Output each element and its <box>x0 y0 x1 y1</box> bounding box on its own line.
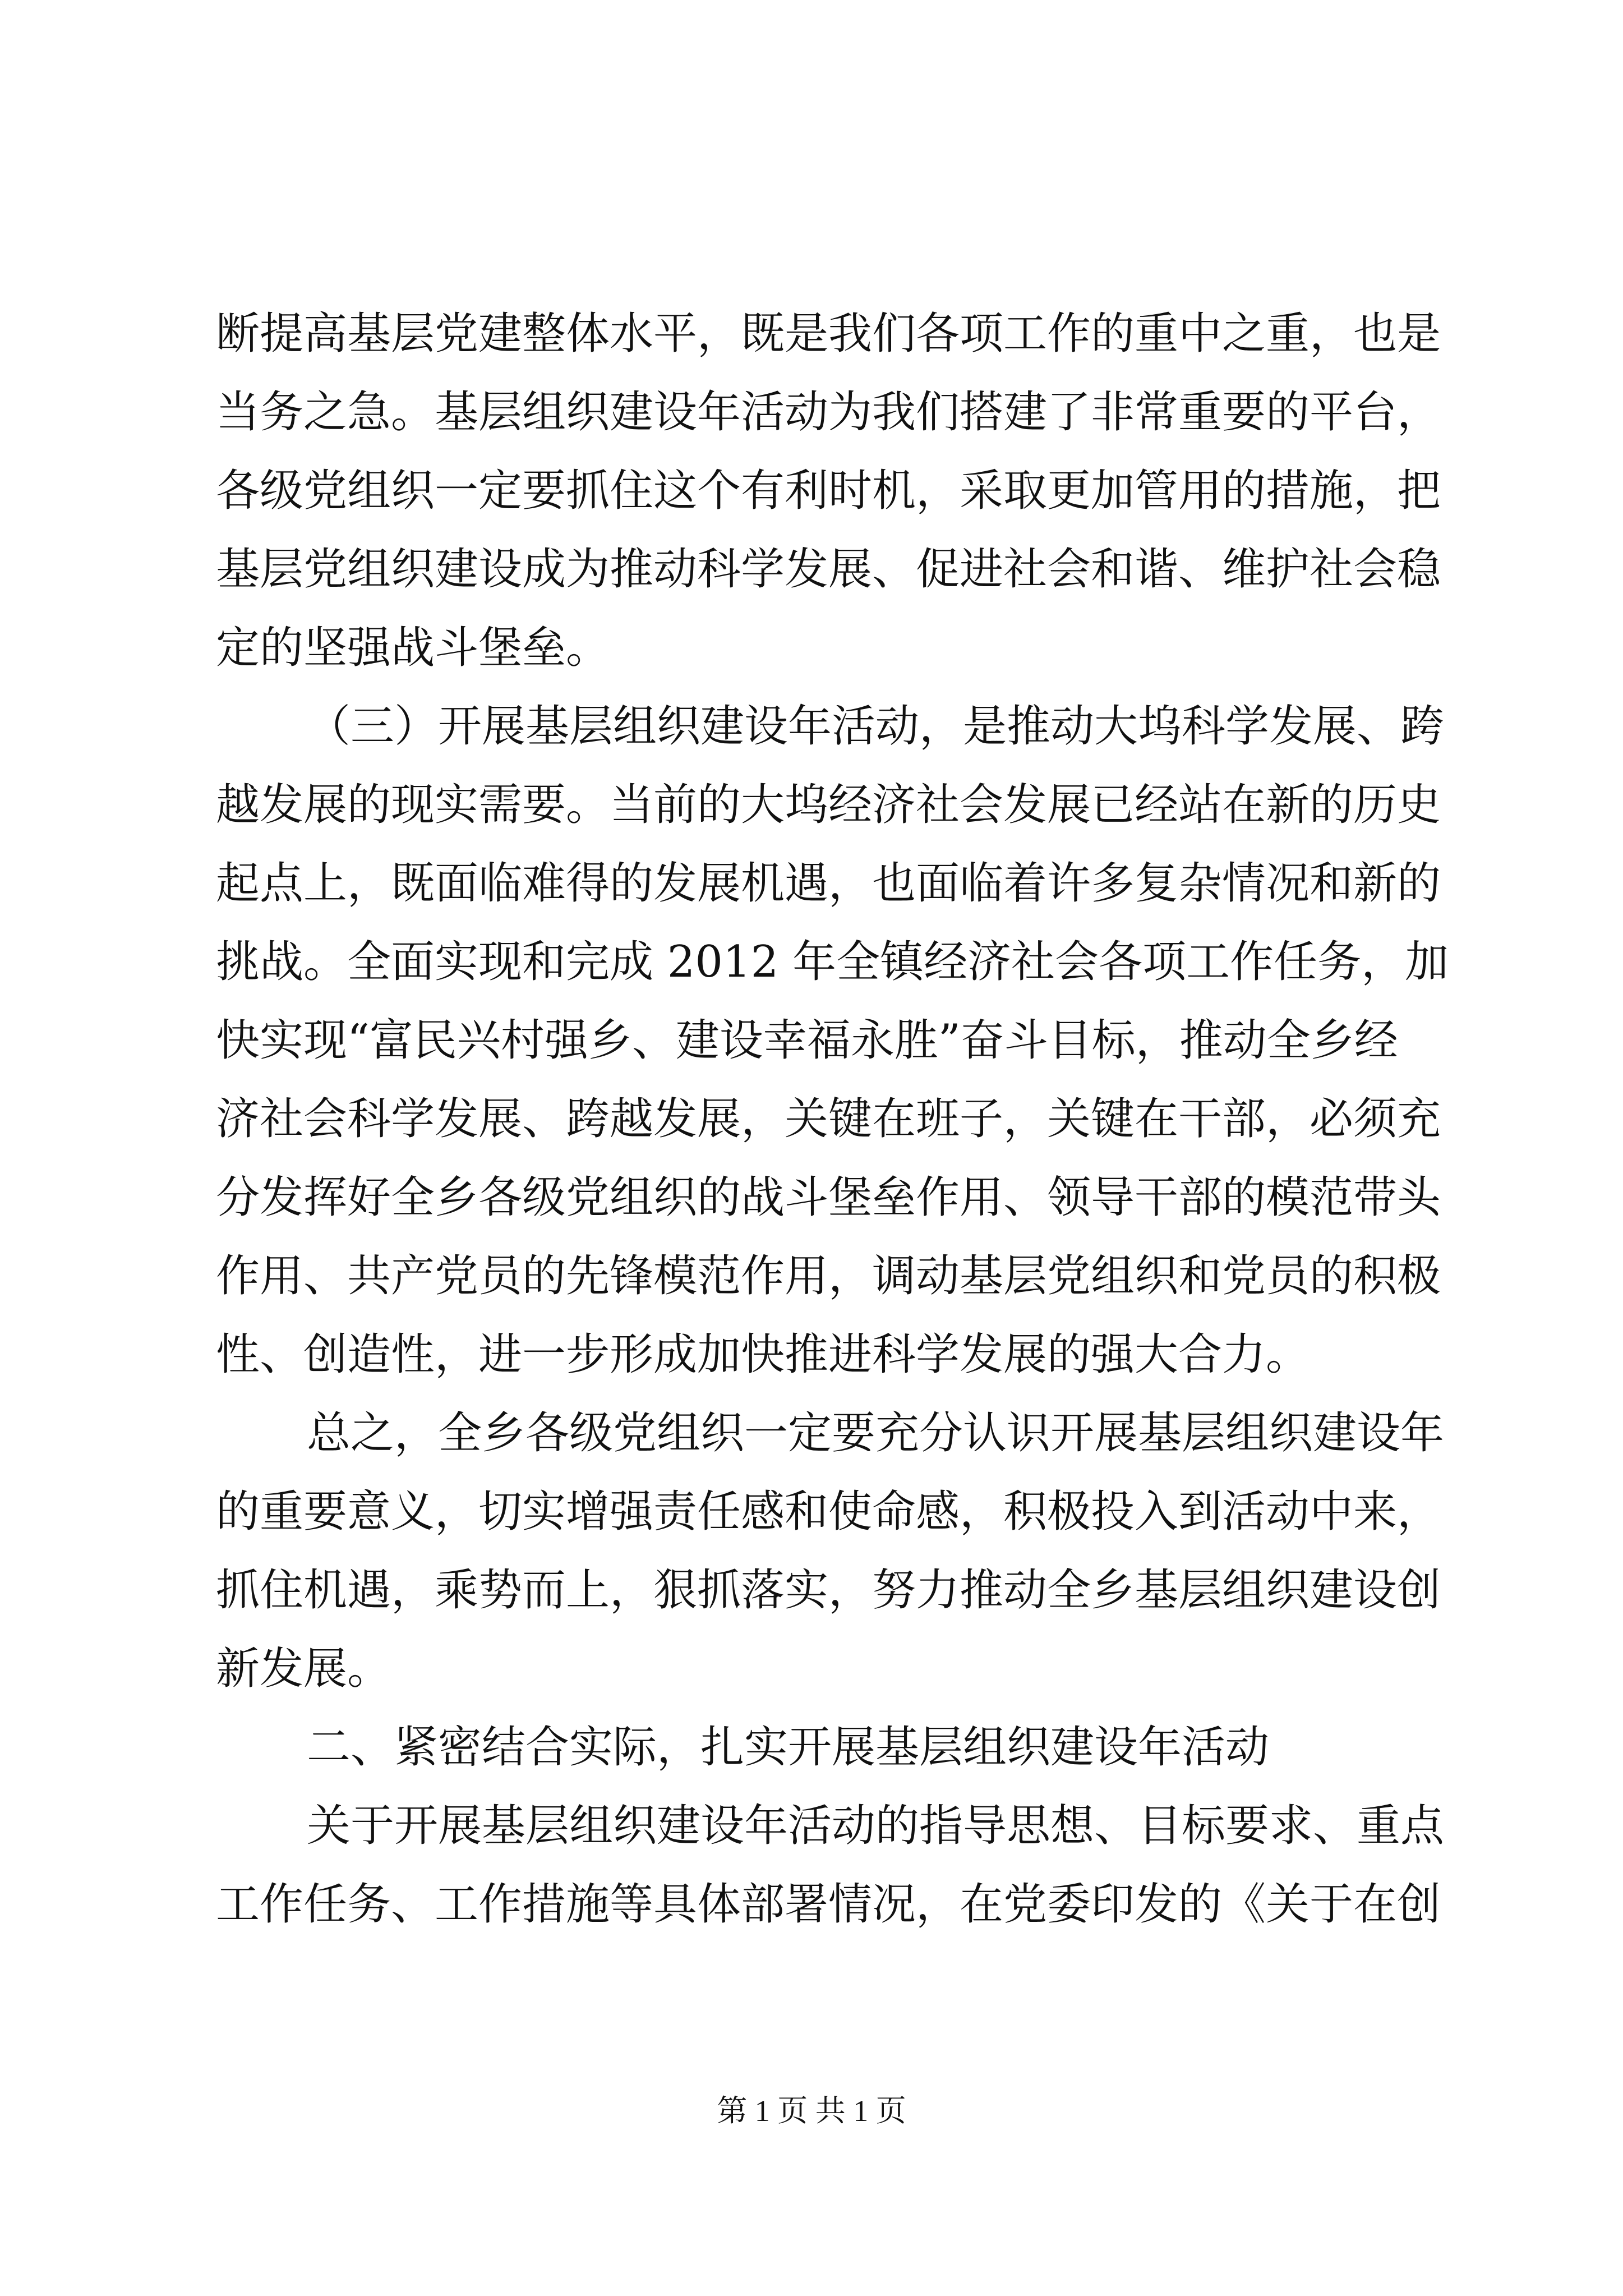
text-line: 各级党组织一定要抓住这个有利时机，采取更加管用的措施，把 <box>216 466 1441 516</box>
text-line: 断提高基层党建整体水平，既是我们各项工作的重中之重，也是 <box>216 309 1441 359</box>
text-line: 新发展。 <box>216 1644 391 1694</box>
document-body <box>216 295 1449 1944</box>
text-line: 分发挥好全乡各级党组织的战斗堡垒作用、领导干部的模范带头 <box>216 1172 1441 1223</box>
text-line: 工作任务、工作措施等具体部署情况，在党委印发的《关于在创 <box>216 1879 1441 1930</box>
paragraph-start-line: （三）开展基层组织建设年活动，是推动大坞科学发展、跨 <box>307 701 1445 752</box>
section-heading: 二、紧密结合实际，扎实开展基层组织建设年活动 <box>307 1722 1270 1773</box>
text-line: 基层党组织建设成为推动科学发展、促进社会和谐、维护社会稳 <box>216 544 1441 595</box>
text-line: 挑战。全面实现和完成 2012 年全镇经济社会各项工作任务，加 <box>216 937 1449 987</box>
text-line: 的重要意义，切实增强责任感和使命感，积极投入到活动中来， <box>216 1487 1441 1537</box>
text-line: 定的坚强战斗堡垒。 <box>216 623 610 673</box>
text-line: 抓住机遇，乘势而上，狠抓落实，努力推动全乡基层组织建设创 <box>216 1565 1441 1616</box>
text-line: 快实现“富民兴村强乡、建设幸福永胜”奋斗目标，推动全乡经 <box>216 1015 1398 1066</box>
text-line: 济社会科学发展、跨越发展，关键在班子，关键在干部，必须充 <box>216 1094 1441 1144</box>
page-footer: 第 1 页 共 1 页 <box>717 2094 906 2128</box>
paragraph-start-line: 总之，全乡各级党组织一定要充分认识开展基层组织建设年 <box>307 1408 1445 1458</box>
text-line: 起点上，既面临难得的发展机遇，也面临着许多复杂情况和新的 <box>216 858 1441 909</box>
text-line: 越发展的现实需要。当前的大坞经济社会发展已经站在新的历史 <box>216 780 1441 830</box>
text-line: 当务之急。基层组织建设年活动为我们搭建了非常重要的平台， <box>216 387 1441 438</box>
text-line: 性、创造性，进一步形成加快推进科学发展的强大合力。 <box>216 1329 1310 1380</box>
paragraph-start-line: 关于开展基层组织建设年活动的指导思想、目标要求、重点 <box>307 1801 1445 1851</box>
text-line: 作用、共产党员的先锋模范作用，调动基层党组织和党员的积极 <box>216 1251 1441 1301</box>
